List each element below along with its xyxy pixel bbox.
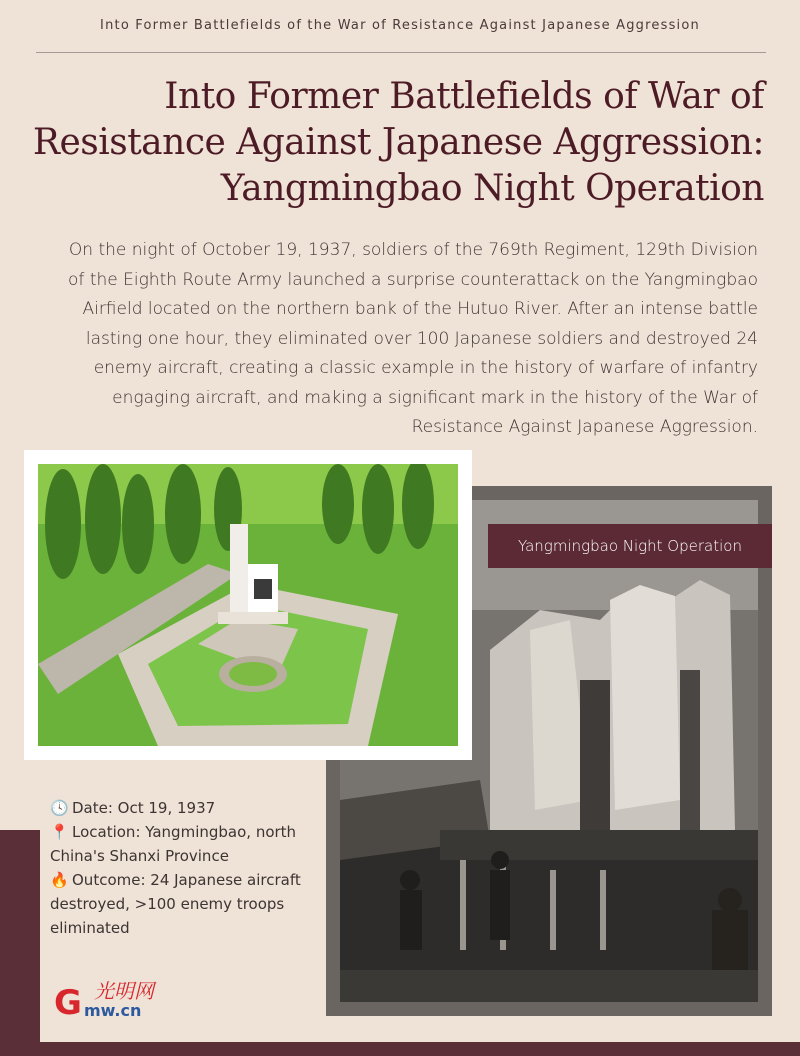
title-line-1: Into Former Battlefields of War of — [164, 76, 764, 117]
title-line-2: Resistance Against Japanese Aggression: — [32, 122, 764, 163]
fact-list — [50, 796, 320, 940]
page-header: Into Former Battlefields of the War of Resistance Against Japanese Aggression — [100, 18, 700, 33]
pin-icon: 📍 — [50, 823, 69, 841]
fact-date-text: Date: Oct 19, 1937 — [72, 799, 216, 817]
page-title — [24, 74, 764, 212]
logo-g: G — [54, 983, 82, 1020]
memorial-photo-frame — [24, 450, 472, 760]
decorative-wedge — [0, 830, 40, 1056]
fact-outcome — [50, 868, 320, 940]
gmw-logo-graphic — [54, 976, 184, 1020]
logo-latin: mw.cn — [84, 1001, 142, 1020]
fact-date — [50, 796, 320, 820]
fire-icon: 🔥 — [50, 871, 69, 889]
photo-caption: Yangmingbao Night Operation — [488, 524, 772, 568]
title-line-3: Yangmingbao Night Operation — [220, 168, 764, 209]
memorial-photo-illustration — [38, 464, 458, 746]
fact-location — [50, 820, 320, 868]
gmw-logo[interactable] — [54, 976, 184, 1020]
header-divider — [36, 52, 766, 53]
intro-paragraph: On the night of October 19, 1937, soldiers of the 769th Regiment, 129th Division of the Eighth Route Army launched a surprise counterattack on the Yangmingbao Airfield located on the northern bank of the Hutuo River. After an intense battle lasting one hour, they eliminated over 100 Japanese soldiers and destroyed 24 enemy aircraft, creating a classic example in the history of warfare of infantry engaging aircraft, and making a significant mark in the history of the War of Resistance Against Japanese Aggression. — [68, 240, 758, 437]
clock-icon: 🕓 — [50, 799, 69, 817]
memorial-photo — [38, 464, 458, 746]
bottom-strip — [0, 1042, 800, 1056]
fact-outcome-text: Outcome: 24 Japanese aircraft destroyed, >100 enemy troops eliminated — [50, 871, 301, 937]
fact-location-text: Location: Yangmingbao, north China's Shanxi Province — [50, 823, 297, 865]
logo-cn: 光明网 — [94, 979, 154, 1003]
